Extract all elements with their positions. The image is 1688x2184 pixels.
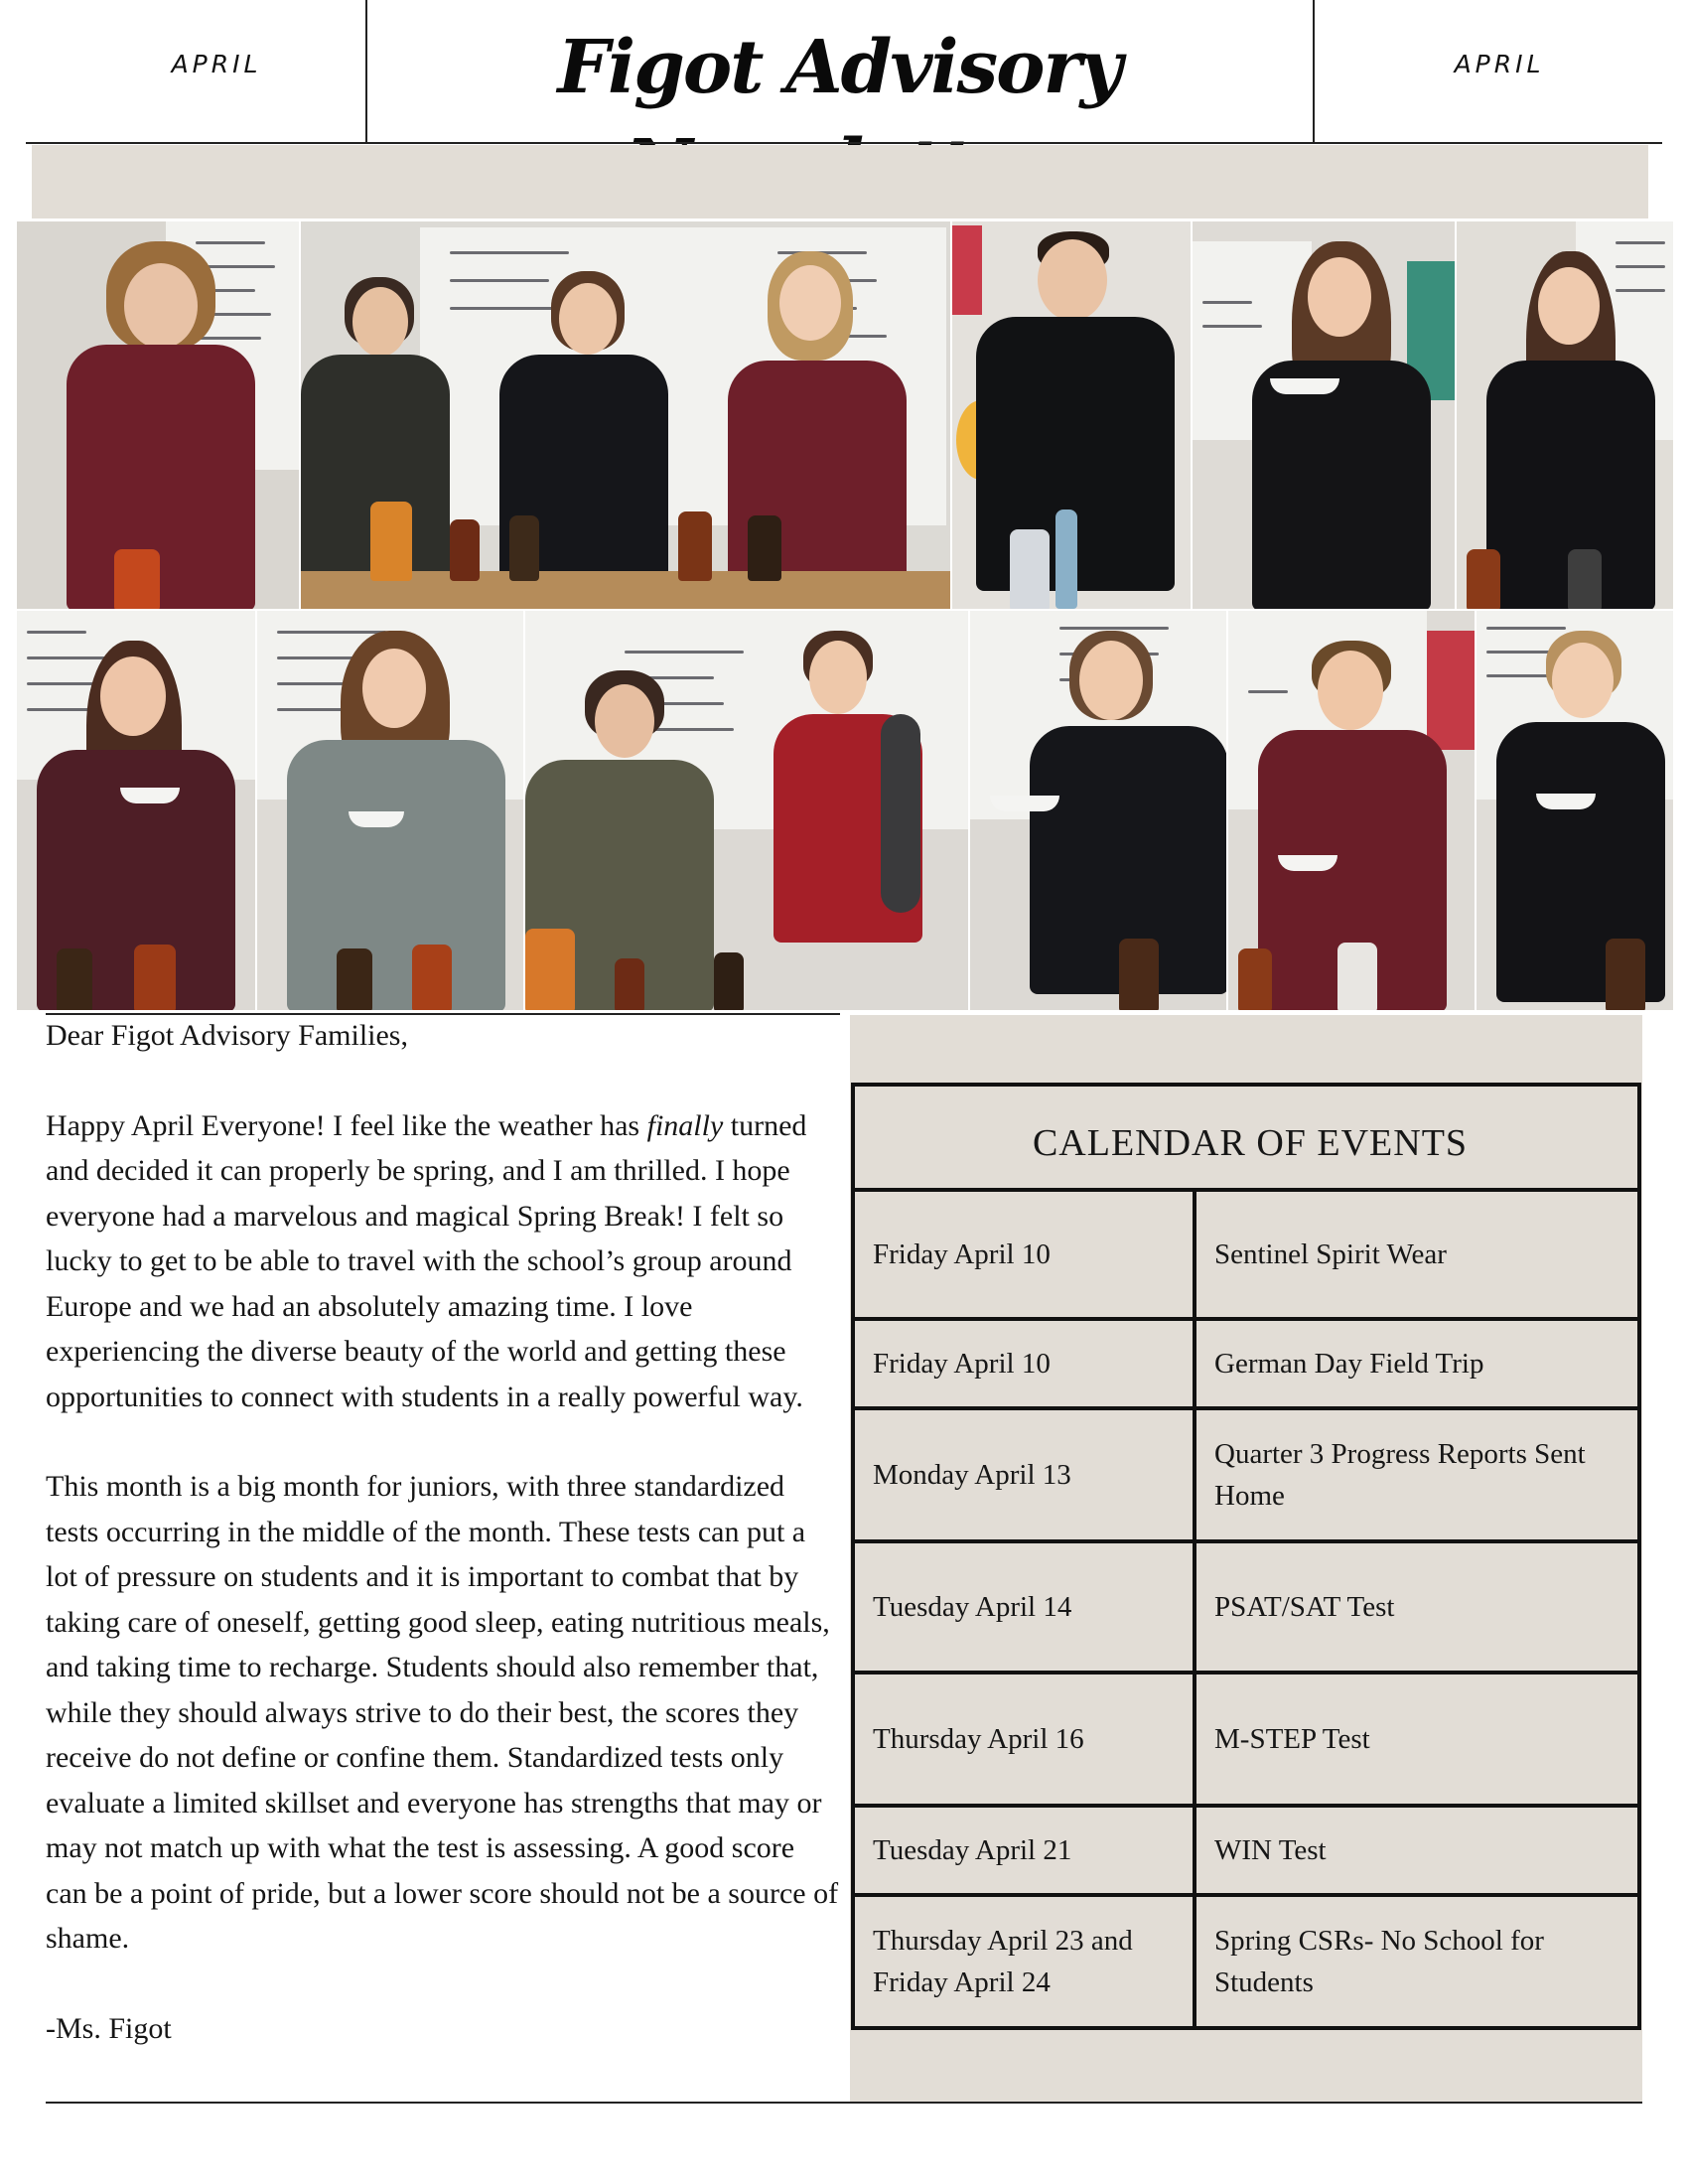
letter-emphasis: finally [646,1108,724,1142]
letter-signature: -Ms. Figot [46,2011,172,2045]
calendar-row [851,1897,1643,2026]
calendar-table [851,1083,1643,2036]
month-label-right: APRIL [1454,50,1545,78]
event-name: German Day Field Trip [1214,1348,1484,1380]
photo-student-tasting-5 [16,610,256,1011]
photo-student-tasting-2 [951,220,1192,610]
masthead-rule [26,142,1662,144]
event-name: M-STEP Test [1214,1723,1370,1755]
newsletter-title: Figot Advisory [557,25,1121,110]
calendar-row [851,1808,1643,1893]
masthead-divider-left [365,0,367,143]
photo-teacher-and-student-jacket [524,610,969,1011]
event-date: Tuesday April 14 [873,1591,1072,1623]
letter-paragraph-2: This month is a big month for juniors, with three standardized tests occurring in the middle of the month. These tests can put a lot of pressure on students and it is important to combat that by taking care of oneself, getting good sleep, eating nutritious meals, and taking time to recharge. Students should also remember that, while they should always strive to do their best, the scores they receive do not define or confine them. Standardized tests only evaluate a limited skillset and everyone has strengths that may or may not match up with what the test is assessing. A good score can be a point of pride, but a lower score should not be a source of shame. [46,1470,839,1955]
header-band [32,145,1648,218]
event-date: Tuesday April 21 [873,1834,1072,1866]
event-name: Sentinel Spirit Wear [1214,1238,1447,1270]
photo-student-tasting-4 [1456,220,1674,610]
event-date: Monday April 13 [873,1459,1071,1491]
photo-student-tasting-9 [1476,610,1674,1011]
photo-collage [16,220,1674,1011]
letter-paragraph-1: Happy April Everyone! I feel like the weather has finally turned and decided it can properly be spring, and I am thrilled. I hope everyone had a marvelous and magical Spring Break! I felt so lucky to get to be able to travel with the school’s group around Europe and we had an absolutely amazing time. I love experiencing the diverse beauty of the world and getting these opportunities to connect with students in a really powerful way. [46,1108,807,1413]
event-date: Thursday April 23 and Friday April 24 [873,1925,1133,1998]
event-name: WIN Test [1214,1834,1327,1866]
letter-body [46,1013,840,2051]
calendar-row [851,1543,1643,1671]
photo-teacher-and-students [300,220,951,610]
event-name: Spring CSRs- No School for Students [1214,1925,1544,1998]
event-date: Friday April 10 [873,1348,1051,1380]
event-name: Quarter 3 Progress Reports Sent Home [1214,1438,1586,1512]
event-name: PSAT/SAT Test [1214,1591,1395,1623]
calendar-row [851,1321,1643,1406]
photo-student-tasting-6 [256,610,524,1011]
month-label-left: APRIL [171,50,262,78]
photo-student-tasting-1 [16,220,300,610]
calendar-title: CALENDAR OF EVENTS [1032,1122,1469,1164]
event-date: Friday April 10 [873,1238,1051,1270]
masthead-divider-right [1313,0,1315,143]
photo-student-tasting-7 [969,610,1227,1011]
calendar-row [851,1192,1643,1317]
photo-student-tasting-3 [1192,220,1456,610]
footer-rule [46,2102,1642,2104]
letter-greeting: Dear Figot Advisory Families, [46,1019,408,1052]
event-date: Thursday April 16 [873,1723,1084,1755]
calendar-row [851,1410,1643,1539]
calendar-row [851,1674,1643,1804]
photo-student-tasting-8 [1227,610,1476,1011]
